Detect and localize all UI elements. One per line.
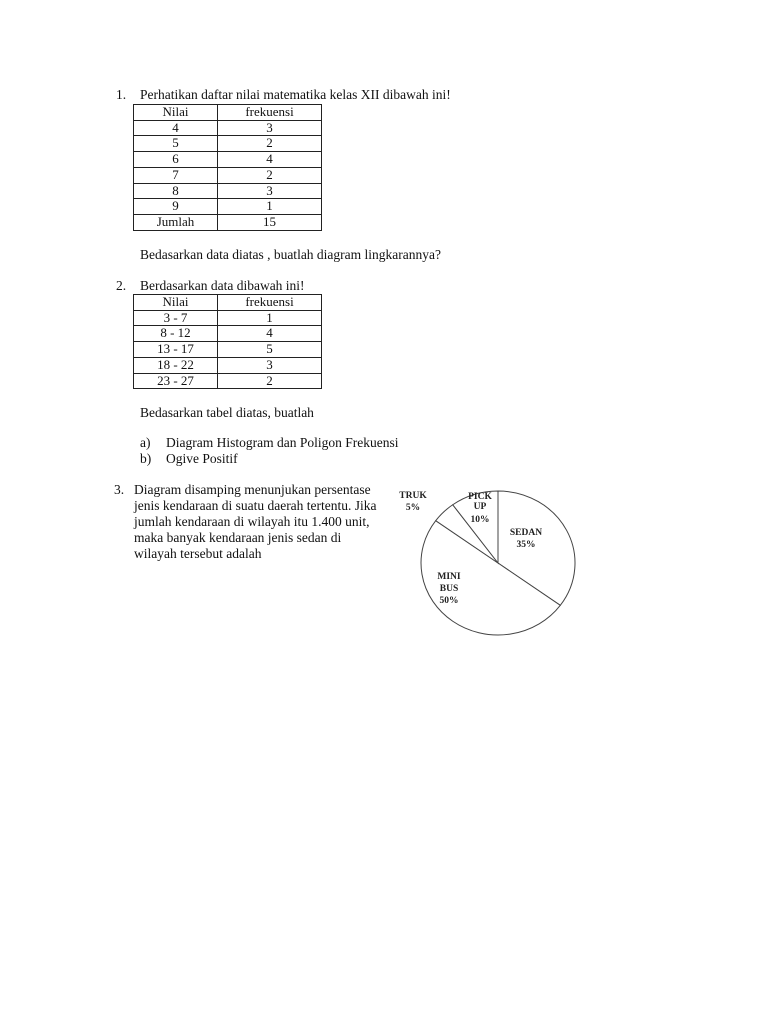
q3-text-line: wilayah tersebut adalah: [134, 546, 262, 561]
vehicle-pie-chart: [398, 476, 588, 646]
table-row: [134, 120, 322, 136]
pie-percent-label: 10%: [470, 515, 490, 525]
q1-frequency-table: [133, 104, 322, 231]
frekuensi-cell: 5: [218, 342, 322, 358]
frekuensi-cell: 1: [218, 310, 322, 326]
frekuensi-cell: 4: [218, 152, 322, 168]
frekuensi-cell: 3: [218, 183, 322, 199]
pie-category-label: SEDAN: [509, 528, 543, 538]
table-header: Nilai: [134, 295, 218, 311]
q1-number: 1.: [116, 87, 127, 102]
table-row: [134, 167, 322, 183]
q2-item-marker: a): [140, 435, 151, 450]
frekuensi-cell: 1: [218, 199, 322, 215]
table-row: [134, 326, 322, 342]
q2-item-text: Diagram Histogram dan Poligon Frekuensi: [166, 435, 399, 450]
pie-category-label: TRUK: [399, 491, 427, 501]
frekuensi-cell: 2: [218, 167, 322, 183]
q3-text: [134, 482, 394, 562]
pie-category-label: MINI: [437, 572, 461, 582]
nilai-cell: 9: [134, 199, 218, 215]
nilai-cell: Jumlah: [134, 214, 218, 230]
table-header: Nilai: [134, 105, 218, 121]
pie-percent-label: 35%: [516, 540, 536, 550]
q2-number: 2.: [116, 278, 127, 293]
nilai-cell: 18 - 22: [134, 357, 218, 373]
frekuensi-cell: 3: [218, 357, 322, 373]
nilai-cell: 7: [134, 167, 218, 183]
nilai-cell: 23 - 27: [134, 373, 218, 389]
pie-category-label: PICK: [468, 492, 492, 502]
table-row: [134, 183, 322, 199]
q2-frequency-table: [133, 294, 322, 389]
nilai-cell: 3 - 7: [134, 310, 218, 326]
table-row: [134, 342, 322, 358]
table-header: frekuensi: [218, 105, 322, 121]
frekuensi-cell: 15: [218, 214, 322, 230]
pie-percent-label: 50%: [439, 596, 459, 606]
q2-item-marker: b): [140, 451, 152, 466]
q1-prompt: Perhatikan daftar nilai matematika kelas XII dibawah ini!: [140, 87, 451, 102]
q3-number: 3.: [114, 482, 125, 497]
table-row: [134, 152, 322, 168]
nilai-cell: 4: [134, 120, 218, 136]
table-row: [134, 136, 322, 152]
nilai-cell: 8 - 12: [134, 326, 218, 342]
q3-text-line: Diagram disamping menunjukan persentase: [134, 482, 371, 497]
table-row: [134, 357, 322, 373]
nilai-cell: 6: [134, 152, 218, 168]
q1-instruction: Bedasarkan data diatas , buatlah diagram lingkarannya?: [140, 247, 442, 262]
nilai-cell: 8: [134, 183, 218, 199]
pie-category-label: UP: [473, 502, 487, 512]
table-row: [134, 373, 322, 389]
pie-percent-label: 5%: [405, 503, 421, 513]
frekuensi-cell: 2: [218, 373, 322, 389]
frekuensi-cell: 3: [218, 120, 322, 136]
pie-category-label: BUS: [439, 584, 459, 594]
q2-instruction: Bedasarkan tabel diatas, buatlah: [140, 405, 314, 420]
table-header: frekuensi: [218, 295, 322, 311]
nilai-cell: 5: [134, 136, 218, 152]
table-row: [134, 214, 322, 230]
frekuensi-cell: 4: [218, 326, 322, 342]
q2-item-text: Ogive Positif: [166, 451, 238, 466]
q3-text-line: jenis kendaraan di suatu daerah tertentu. Jika: [134, 498, 377, 513]
q3-text-line: maka banyak kendaraan jenis sedan di: [134, 530, 342, 545]
frekuensi-cell: 2: [218, 136, 322, 152]
q3-text-line: jumlah kendaraan di wilayah itu 1.400 unit,: [134, 514, 370, 529]
nilai-cell: 13 - 17: [134, 342, 218, 358]
table-row: [134, 310, 322, 326]
table-row: [134, 199, 322, 215]
q2-prompt: Berdasarkan data dibawah ini!: [140, 278, 305, 293]
